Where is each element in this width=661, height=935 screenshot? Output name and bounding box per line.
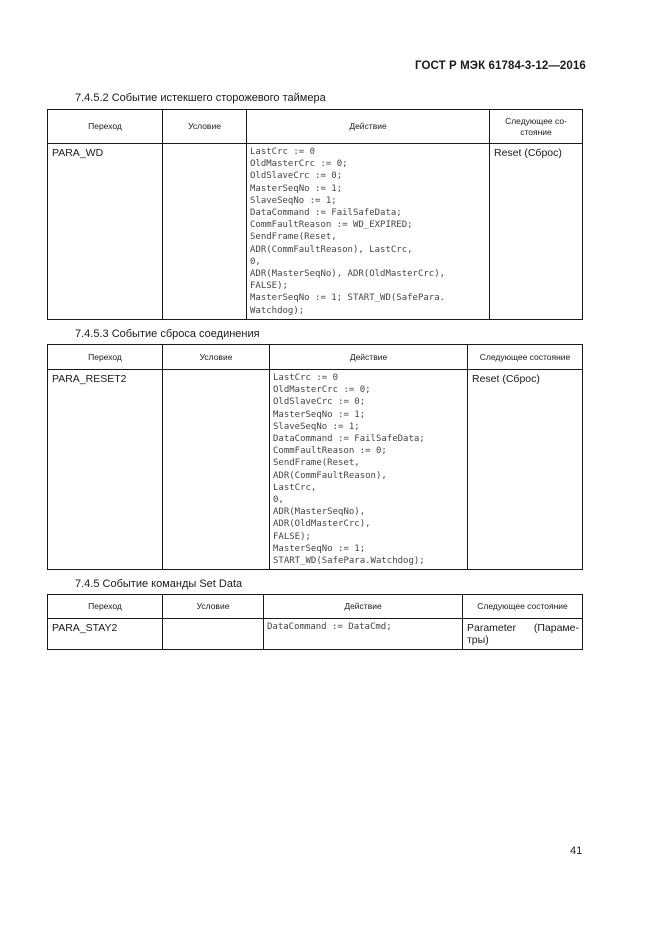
column-header-line: Следующее со- [505,115,567,126]
code-line: MasterSeqNo := 1; [273,409,366,420]
next-state-line: тры) [467,634,489,646]
code-line: OldSlaveCrc := 0; [273,397,366,408]
section-title: 7.4.5.3 Событие сброса соединения [75,328,260,340]
code-line: 0, [250,256,261,267]
code-line: DataCommand := DataCmd; [267,622,392,632]
table-header-row [48,110,583,144]
code-line: FALSE); [273,531,311,542]
code-line: ADR(MasterSeqNo), [273,507,366,518]
column-header: Условие [163,110,247,144]
action-cell [264,619,463,650]
section-title: 7.4.5.2 Событие истекшего сторожевого таймера [75,92,326,104]
document-header: ГОСТ Р МЭК 61784-3-12—2016 [415,60,586,72]
column-header: Следующее состояние [463,595,583,619]
table-row [48,144,583,320]
next-state-cell: Reset (Сброс) [468,370,583,570]
page-number: 41 [570,845,583,857]
code-line: SlaveSeqNo := 1; [273,421,360,432]
code-line: FALSE); [250,281,288,292]
condition-cell [163,619,264,650]
state-table [47,344,583,570]
code-line: DataCommand := FailSafeData; [250,208,402,219]
column-header: Действие [247,110,490,144]
code-line: DataCommand := FailSafeData; [273,434,425,445]
table-header-row [48,595,583,619]
code-line: ADR(OldMasterCrc), [273,519,371,530]
table-row [48,619,583,650]
section-title: 7.4.5 Событие команды Set Data [75,578,243,590]
column-header [490,110,583,144]
column-header: Действие [270,345,468,370]
code-line: OldSlaveCrc := 0; [250,171,343,182]
code-line: CommFaultReason := 0; [273,446,387,457]
column-header-line: стояние [520,126,552,137]
column-header: Следующее состояние [468,345,583,370]
code-line: MasterSeqNo := 1; [273,543,366,554]
code-line: ADR(CommFaultReason), [273,470,387,481]
next-state-cell: Reset (Сброс) [490,144,583,320]
state-table [47,109,583,320]
code-line: CommFaultReason := WD_EXPIRED; [250,220,413,231]
code-line: 0, [273,495,284,506]
transition-cell: PARA_RESET2 [48,370,163,570]
action-cell [270,370,468,570]
column-header: Условие [163,595,264,619]
code-line: LastCrc := 0 [273,373,339,383]
next-state-cell [463,619,583,650]
code-line: SendFrame(Reset, [250,232,337,243]
code-line: MasterSeqNo := 1; START_WD(SafePara. [250,293,446,304]
action-cell [247,144,490,320]
code-line: SendFrame(Reset, [273,458,360,469]
table-row [48,370,583,570]
code-line: MasterSeqNo := 1; [250,183,343,194]
column-header: Условие [163,345,270,370]
transition-cell: PARA_STAY2 [48,619,163,650]
code-line: LastCrc, [273,482,317,493]
code-line: ADR(CommFaultReason), LastCrc, [250,244,413,255]
code-line: LastCrc := 0 [250,147,316,157]
table-header-row [48,345,583,370]
transition-cell: PARA_WD [48,144,163,320]
column-header: Переход [48,345,163,370]
column-header: Переход [48,110,163,144]
state-table [47,594,583,650]
condition-cell [163,144,247,320]
next-state-line: Parameter (Параме- [467,622,579,634]
condition-cell [163,370,270,570]
code-line: OldMasterCrc := 0; [273,385,371,396]
column-header: Переход [48,595,163,619]
code-line: START_WD(SafePara.Watchdog); [273,556,425,567]
code-line: OldMasterCrc := 0; [250,159,348,170]
code-line: SlaveSeqNo := 1; [250,195,337,206]
code-line: ADR(MasterSeqNo), ADR(OldMasterCrc), [250,269,446,280]
column-header: Действие [264,595,463,619]
code-line: Watchdog); [250,305,305,316]
